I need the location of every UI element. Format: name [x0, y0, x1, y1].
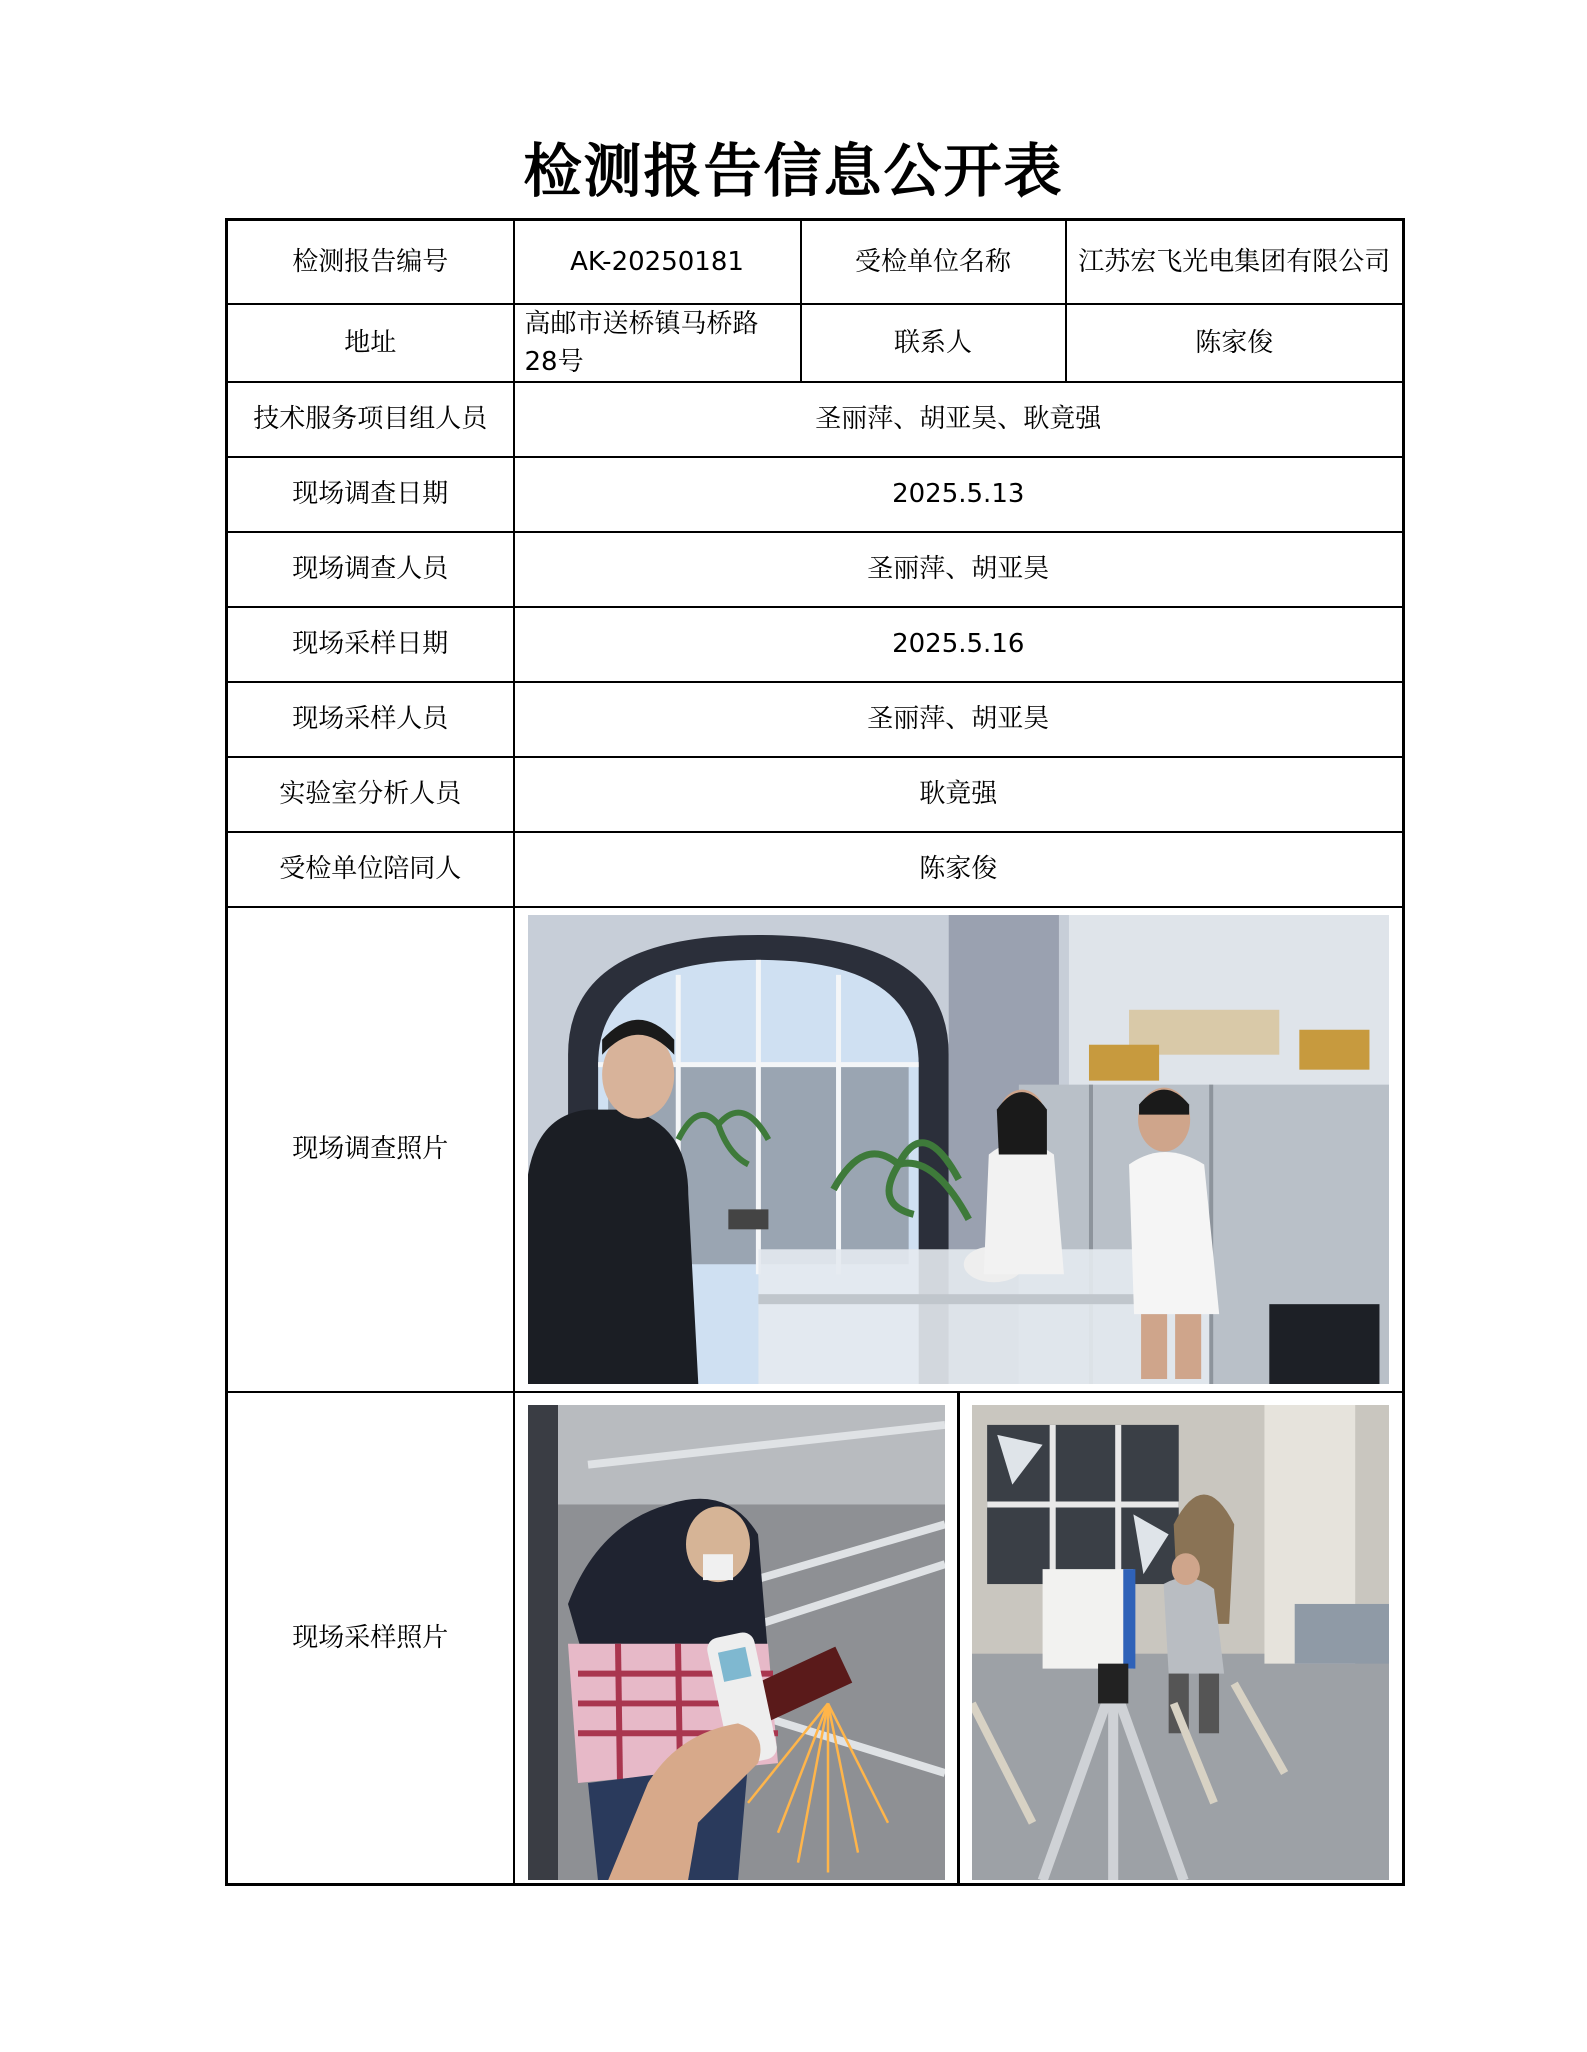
survey-photo-label: 现场调查照片 — [227, 907, 514, 1392]
sample-staff-label: 现场采样人员 — [227, 682, 514, 757]
team-label: 技术服务项目组人员 — [227, 382, 514, 457]
sample-photo-cell — [514, 1392, 1404, 1885]
table-row — [227, 682, 1404, 757]
sample-date-value: 2025.5.16 — [514, 607, 1404, 682]
survey-photo-cell — [514, 907, 1404, 1392]
lab-staff-label: 实验室分析人员 — [227, 757, 514, 832]
unit-name-label: 受检单位名称 — [801, 220, 1066, 304]
table-row — [227, 757, 1404, 832]
lab-staff-value: 耿竟强 — [514, 757, 1404, 832]
sample-photo-label: 现场采样照片 — [227, 1392, 514, 1885]
table-row — [227, 832, 1404, 907]
page-title: 检测报告信息公开表 — [523, 137, 1064, 205]
table-row — [227, 304, 1404, 382]
report-table — [225, 218, 1405, 1886]
photo-divider — [957, 1393, 960, 1884]
survey-staff-value: 圣丽萍、胡亚昊 — [514, 532, 1404, 607]
table-row — [227, 382, 1404, 457]
address-value: 高邮市送桥镇马桥路28号 — [514, 304, 801, 382]
escort-value: 陈家俊 — [514, 832, 1404, 907]
escort-label: 受检单位陪同人 — [227, 832, 514, 907]
survey-staff-label: 现场调查人员 — [227, 532, 514, 607]
survey-date-value: 2025.5.13 — [514, 457, 1404, 532]
sample-staff-value: 圣丽萍、胡亚昊 — [514, 682, 1404, 757]
report-no-label: 检测报告编号 — [227, 220, 514, 304]
unit-name-value: 江苏宏飞光电集团有限公司 — [1066, 220, 1404, 304]
report-no-value: AK-20250181 — [514, 220, 801, 304]
table-row — [227, 607, 1404, 682]
contact-value: 陈家俊 — [1066, 304, 1404, 382]
sample-date-label: 现场采样日期 — [227, 607, 514, 682]
sample-photo-left — [528, 1405, 945, 1881]
team-value: 圣丽萍、胡亚昊、耿竟强 — [514, 382, 1404, 457]
table-row — [227, 532, 1404, 607]
contact-label: 联系人 — [801, 304, 1066, 382]
address-label: 地址 — [227, 304, 514, 382]
table-row — [227, 907, 1404, 1392]
table-row — [227, 1392, 1404, 1885]
survey-date-label: 现场调查日期 — [227, 457, 514, 532]
sample-photo-right — [972, 1405, 1390, 1881]
survey-photo — [528, 915, 1390, 1384]
table-row — [227, 220, 1404, 304]
table-row — [227, 457, 1404, 532]
